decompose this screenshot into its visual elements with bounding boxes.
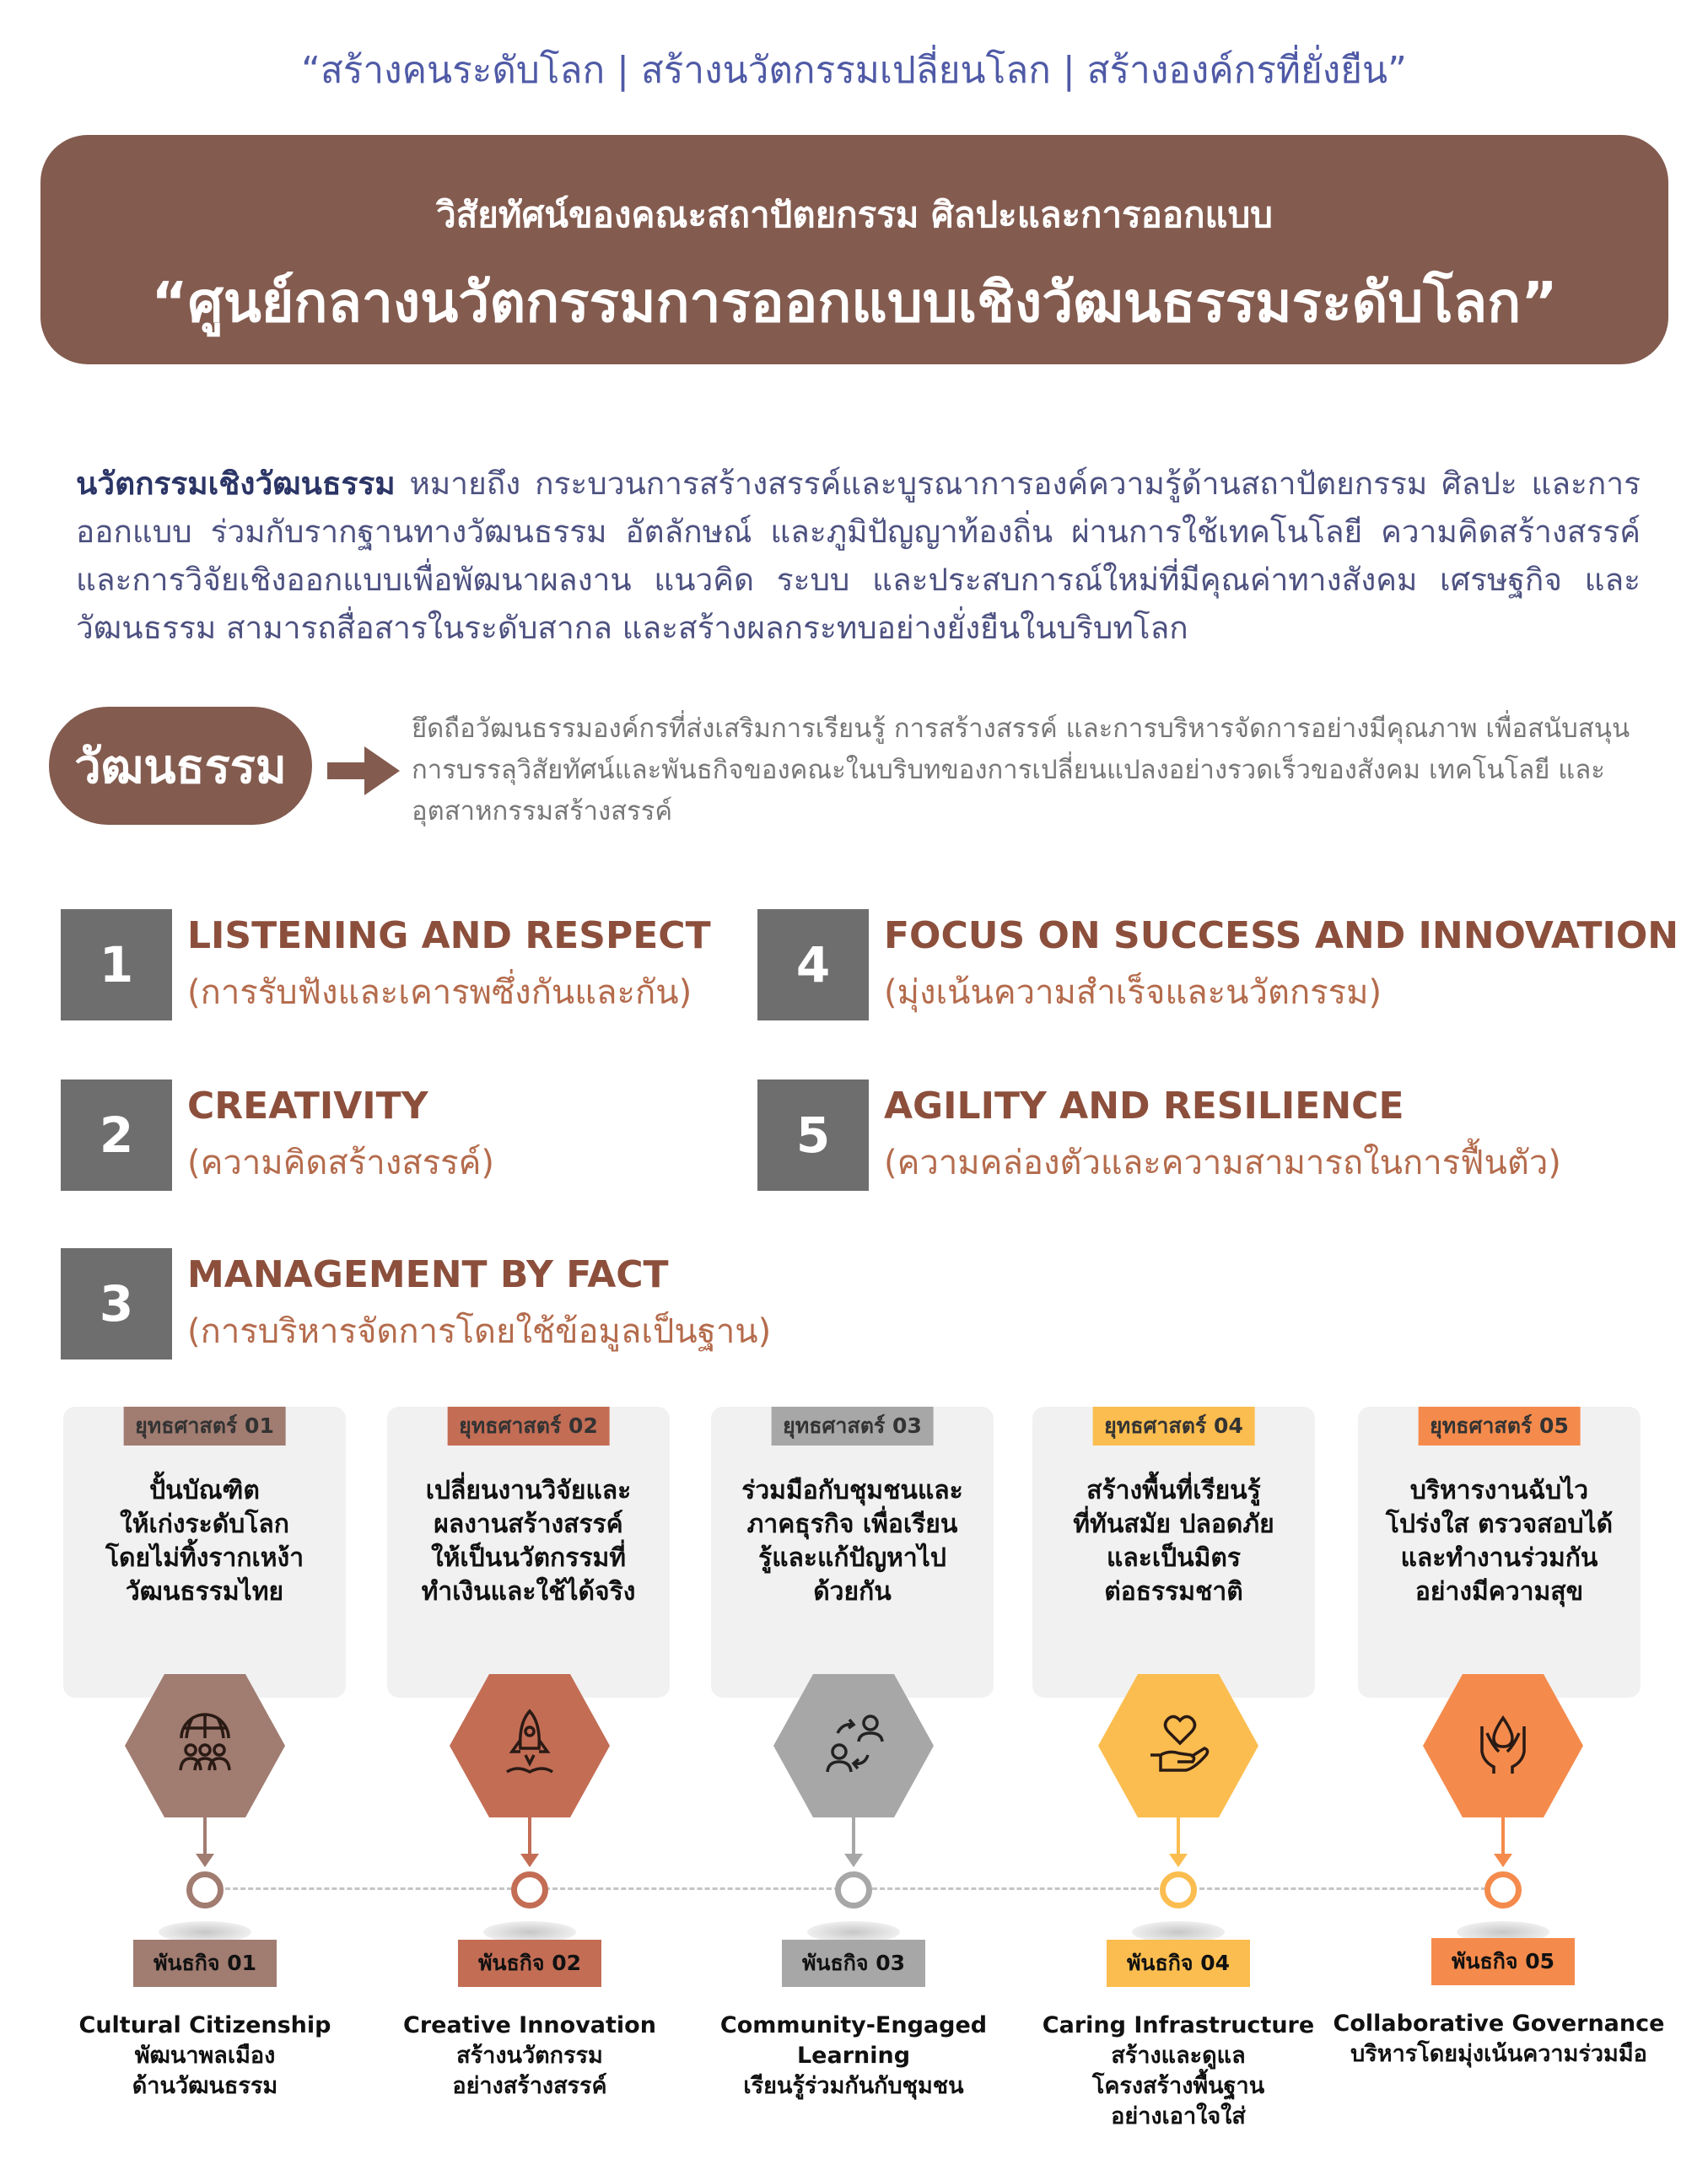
mission-text: Creative Innovation สร้างนวัตกรรม อย่างสร้างสรรค์ bbox=[403, 2012, 656, 2099]
value-title-en: CREATIVITY bbox=[187, 1085, 428, 1128]
value-item bbox=[757, 909, 1679, 1027]
tagline: “สร้างคนระดับโลก | สร้างนวัตกรรมเปลี่ยนโลก | สร้างองค์กรที่ยั่งยืน” bbox=[301, 49, 1407, 92]
vision-banner bbox=[40, 135, 1668, 364]
value-item bbox=[61, 1248, 772, 1366]
arrow-down-icon bbox=[844, 1854, 863, 1867]
strategy-card bbox=[387, 1407, 670, 1698]
arrow-down-icon bbox=[1169, 1854, 1188, 1867]
strategy-text: สร้างพื้นที่เรียนรู้ ที่ทันสมัย ปลอดภัย และเป็นมิตร ต่อธรรมชาติ bbox=[1073, 1476, 1274, 1607]
mission-tag: พันธกิจ 02 bbox=[458, 1940, 601, 1987]
strategy-tag: ยุทธศาสตร์ 03 bbox=[771, 1407, 934, 1446]
arrow-down-icon bbox=[520, 1854, 539, 1867]
mission-tag: พันธกิจ 01 bbox=[133, 1940, 277, 1987]
value-title-th: (มุ่งเน้นความสำเร็จและนวัตกรรม) bbox=[884, 973, 1382, 1012]
connector-line bbox=[528, 1817, 531, 1858]
intro-term: นวัตกรรมเชิงวัฒนธรรม bbox=[76, 466, 396, 502]
strategy-text: เปลี่ยนงานวิจัยและ ผลงานสร้างสรรค์ ให้เป็นนวัตกรรมที่ ทำเงินและใช้ได้จริง bbox=[421, 1476, 636, 1607]
timeline-node bbox=[186, 1871, 224, 1909]
value-title-en: FOCUS ON SUCCESS AND INNOVATION bbox=[884, 914, 1679, 957]
value-number: 2 bbox=[61, 1080, 172, 1191]
strategy-tag: ยุทธศาสตร์ 02 bbox=[447, 1407, 610, 1446]
value-number: 3 bbox=[61, 1248, 172, 1359]
value-title-th: (การรับฟังและเคารพซึ่งกันและกัน) bbox=[187, 973, 692, 1012]
strategy-hexagon bbox=[1098, 1674, 1258, 1817]
strategy-hexagon bbox=[773, 1674, 934, 1817]
strategy-tag: ยุทธศาสตร์ 01 bbox=[123, 1407, 286, 1446]
value-title-en: LISTENING AND RESPECT bbox=[187, 914, 711, 957]
value-title-en: AGILITY AND RESILIENCE bbox=[884, 1085, 1404, 1128]
timeline-node bbox=[835, 1871, 872, 1909]
mission-text: Cultural Citizenship พัฒนาพลเมือง ด้านวัฒนธรรม bbox=[78, 2012, 331, 2099]
value-title-th: (ความคล่องตัวและความสามารถในการฟื้นตัว) bbox=[884, 1144, 1561, 1182]
value-item bbox=[61, 1080, 752, 1198]
value-item bbox=[757, 1080, 1561, 1198]
mission-text: Collaborative Governance บริหารโดยมุ่งเน้นความร่วมมือ bbox=[1333, 2011, 1665, 2067]
vision-subtitle: วิสัยทัศน์ของคณะสถาปัตยกรรม ศิลปะและการออกแบบ bbox=[436, 194, 1273, 235]
strategy-hexagon bbox=[450, 1674, 610, 1817]
strategy-hexagon bbox=[125, 1674, 285, 1817]
timeline-node bbox=[511, 1871, 548, 1909]
culture-label: วัฒนธรรม bbox=[49, 707, 312, 825]
value-title-th: (การบริหารจัดการโดยใช้ข้อมูลเป็นฐาน) bbox=[187, 1312, 772, 1351]
connector-line bbox=[1177, 1817, 1180, 1858]
strategy-text: บริหารงานฉับไว โปร่งใส ตรวจสอบได้ และทำงานร่วมกัน อย่างมีความสุข bbox=[1385, 1476, 1614, 1607]
strategy-card bbox=[1032, 1407, 1315, 1698]
mission-text: Community-Engaged Learning เรียนรู้ร่วมกันกับชุมชน bbox=[719, 2012, 988, 2099]
culture-description: ยึดถือวัฒนธรรมองค์กรที่ส่งเสริมการเรียนรู้ การสร้างสรรค์ และการบริหารจัดการอย่างมีคุณภาพ เพื่อสนับสนุนการบรรลุวิสัยทัศน์และพันธกิจของคณะในบริบทของการเปลี่ยนแปลงอย่างรวดเร็วของสังคม เทคโนโลยี และอุตสาหกรรมสร้างสรรค์ bbox=[412, 713, 1630, 826]
strategy-tag: ยุทธศาสตร์ 04 bbox=[1092, 1407, 1255, 1446]
mission-tag: พันธกิจ 04 bbox=[1107, 1940, 1250, 1987]
mission-tag: พันธกิจ 03 bbox=[782, 1940, 925, 1987]
timeline-node bbox=[1160, 1871, 1197, 1909]
strategy-text: ร่วมมือกับชุมชนและ ภาคธุรกิจ เพื่อเรียน รู้และแก้ปัญหาไป ด้วยกัน bbox=[741, 1476, 963, 1607]
arrow-down-icon bbox=[1494, 1854, 1512, 1867]
timeline-node bbox=[1484, 1871, 1522, 1909]
intro-paragraph bbox=[76, 460, 1641, 652]
strategy-card bbox=[711, 1407, 994, 1698]
value-title-en: MANAGEMENT BY FACT bbox=[187, 1253, 669, 1296]
intro-definition: หมายถึง กระบวนการสร้างสรรค์และบูรณาการองค์ความรู้ด้านสถาปัตยกรรม ศิลปะ และการออกแบบ ร่วมกับรากฐานทางวัฒนธรรม อัตลักษณ์ และภูมิปัญญาท้องถิ่น ผ่านการใช้เทคโนโลยี ความคิดสร้างสรรค์ และการวิจัยเชิงออกแบบเพื่อพัฒนาผลงาน แนวคิด ระบบ และประสบการณ์ใหม่ที่มีคุณค่าทางสังคม เศรษฐกิจ และวัฒนธรรม สามารถสื่อสารในระดับสากล และสร้างผลกระทบอย่างยั่งยืนในบริบทโลก bbox=[76, 466, 1641, 646]
strategy-card bbox=[1358, 1407, 1641, 1698]
arrow-right-icon bbox=[327, 746, 400, 795]
connector-line bbox=[203, 1817, 207, 1858]
strategy-hexagon bbox=[1423, 1674, 1583, 1817]
value-number: 4 bbox=[757, 909, 869, 1020]
value-item bbox=[61, 909, 752, 1027]
strategy-card bbox=[63, 1407, 346, 1698]
connector-line bbox=[852, 1817, 855, 1858]
connector-line bbox=[1501, 1817, 1505, 1858]
value-number: 5 bbox=[757, 1080, 869, 1191]
value-number: 1 bbox=[61, 909, 172, 1020]
mission-tag: พันธกิจ 05 bbox=[1431, 1938, 1575, 1985]
arrow-down-icon bbox=[196, 1854, 214, 1867]
strategy-text: ปั้นบัณฑิต ให้เก่งระดับโลก โดยไม่ทิ้งรากเหง้า วัฒนธรรมไทย bbox=[105, 1476, 304, 1607]
strategy-tag: ยุทธศาสตร์ 05 bbox=[1418, 1407, 1581, 1446]
mission-text: Caring Infrastructure สร้างและดูแล โครงสร้างพื้นฐาน อย่างเอาใจใส่ bbox=[1042, 2012, 1315, 2129]
vision-title: “ศูนย์กลางนวัตกรรมการออกแบบเชิงวัฒนธรรมระดับโลก” bbox=[151, 270, 1558, 335]
value-title-th: (ความคิดสร้างสรรค์) bbox=[187, 1144, 495, 1182]
